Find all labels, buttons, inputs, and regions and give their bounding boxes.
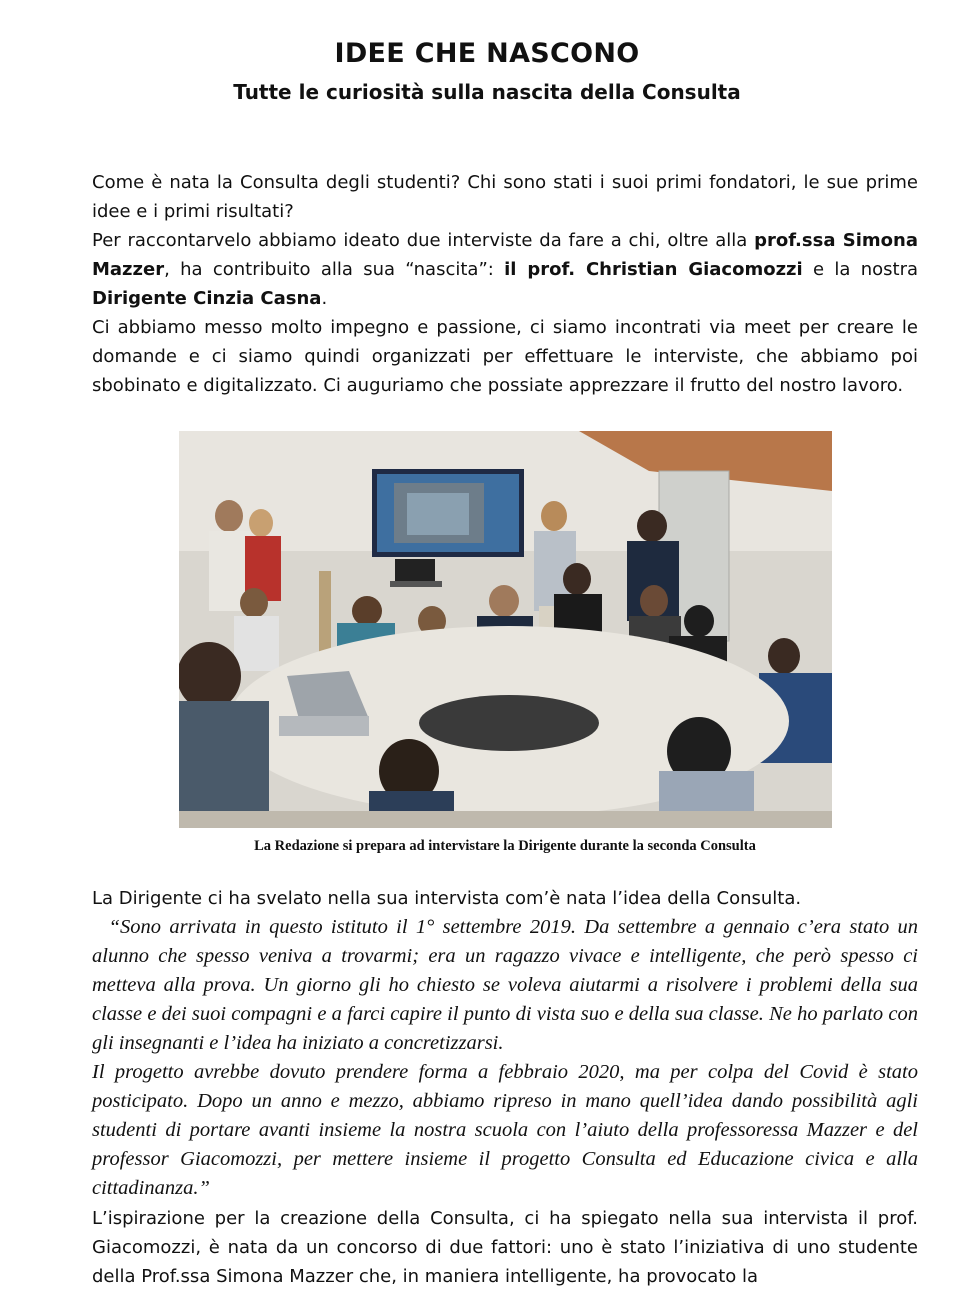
photo-caption: La Redazione si prepara ad intervistare la Dirigente durante la seconda Consulta (254, 838, 756, 854)
interview-lead: La Dirigente ci ha svelato nella sua intervista com’è nata l’idea della Consulta. (92, 888, 802, 909)
quote-section (92, 913, 924, 1203)
intro-paragraph-2 (92, 226, 918, 313)
name-giacomozzi: il prof. Christian Giacomozzi (504, 259, 803, 280)
intro-section (92, 168, 918, 400)
classroom-photo (179, 431, 832, 828)
intro-text: , ha contribuito alla sua “nascita”: (164, 259, 505, 280)
intro-text: . (321, 288, 328, 309)
quote-paragraph-2: Il progetto avrebbe dovuto prendere forma a febbraio 2020, ma per colpa del Covid è stato posticipato. Dopo un anno e mezzo, abbiamo ripreso in mano quell’idea dando possibilità agli studenti di portare avanti insieme la nostra scuola con l’aiuto della professoressa Mazzer e del professor Giacomozzi, per mettere insieme il progetto Consulta ed Educazione civica e alla cittadinanza.” (92, 1061, 918, 1199)
intro-paragraph-1: Come è nata la Consulta degli studenti? Chi sono stati i suoi primi fondatori, le sue prime idee e i primi risultati? (92, 172, 918, 222)
intro-text: e la nostra (802, 259, 918, 280)
quote-paragraph-1: “Sono arrivata in questo istituto il 1° settembre 2019. Da settembre a gennaio c’era stato un alunno che spesso veniva a trovarmi; era un ragazzo vivace e intelligente, che però spesso ci metteva alla prova. Un giorno gli ho chiesto se voleva aiutarmi a risolvere i problemi della sua classe e dei suoi compagni e a farci capire il punto di vista suo e della sua classe. Ne ho parlato con gli insegnanti e l’idea ha iniziato a concretizzarsi. (92, 916, 924, 1054)
intro-text: Per raccontarvelo abbiamo ideato due interviste da fare a chi, oltre alla (92, 230, 755, 251)
intro-paragraph-3: Ci abbiamo messo molto impegno e passione, ci siamo incontrati via meet per creare le domande e ci siamo quindi organizzati per effettuare le interviste, che abbiamo poi sbobinato e digitalizzato. Ci auguriamo che possiate apprezzare il frutto del nostro lavoro. (92, 317, 918, 396)
closing-paragraph: L’ispirazione per la creazione della Consulta, ci ha spiegato nella sua intervista il prof. Giacomozzi, è nata da un concorso di due fattori: uno è stato l’iniziativa di uno studente della Prof.ssa Simona Mazzer che, in maniera intelligente, ha provocato la (92, 1208, 918, 1287)
name-mazzer: prof.ssa Simona Mazzer (92, 230, 918, 280)
page-subtitle: Tutte le curiosità sulla nascita della Consulta (233, 80, 741, 104)
page-title: IDEE CHE NASCONO (334, 38, 640, 69)
name-casna: Dirigente Cinzia Casna (92, 288, 322, 309)
